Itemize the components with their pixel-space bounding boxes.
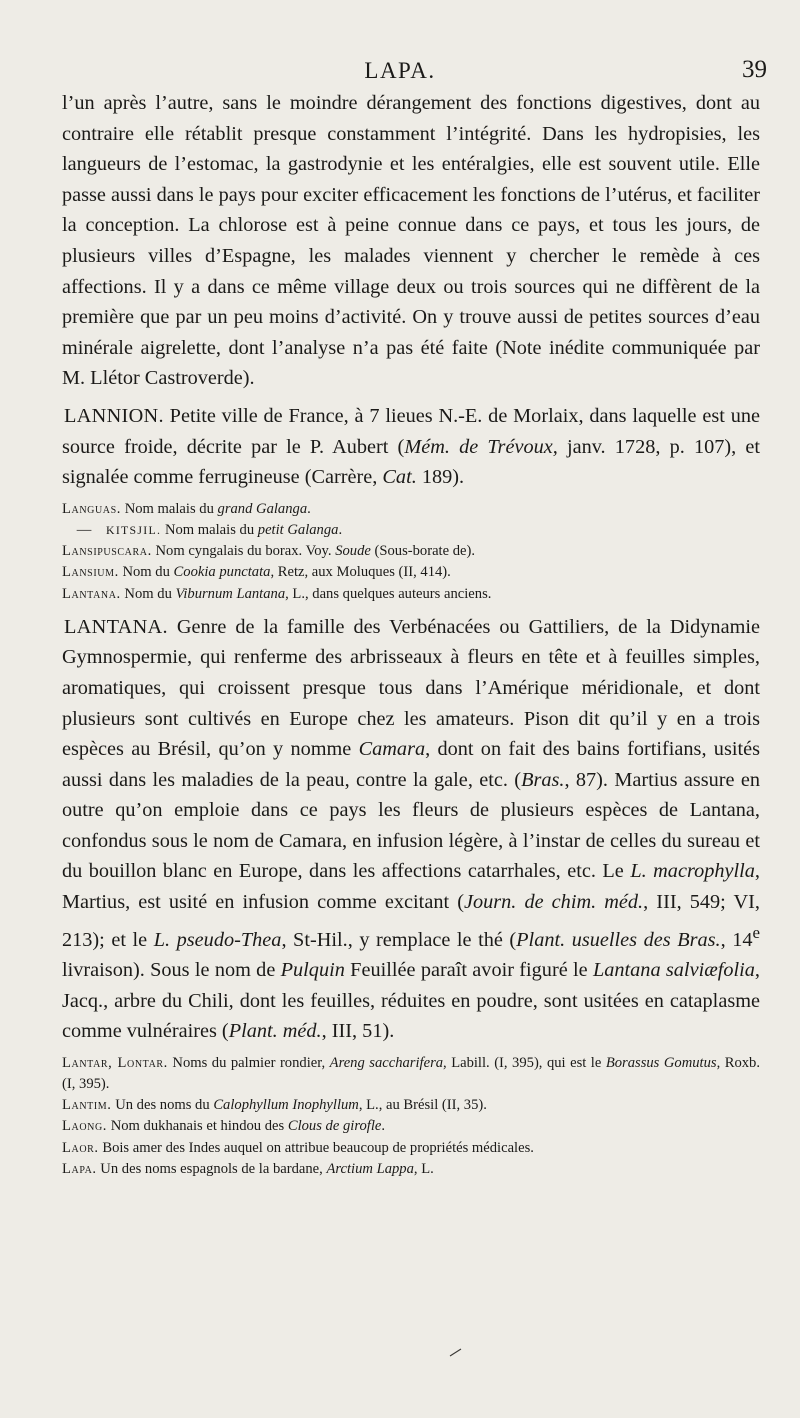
headword-laong: Laong. (62, 1118, 108, 1135)
languas-italic: grand Galanga (217, 500, 308, 517)
kitsjil-italic: petit Galanga (257, 521, 339, 538)
languas-end: . (307, 500, 311, 517)
headword-lansipuscara: Lansipuscara. (62, 543, 152, 560)
lantana-italic-3: L. macrophylla (630, 860, 755, 883)
entry-kitsjil (62, 520, 760, 541)
paragraph-continuation: l’un après l’autre, sans le moindre dérangement des fonctions digestives, dont au contraire elle rétablit presque constamment l’intégrité. Dans les hydropisies, les langueurs de l’estomac, la gastrodynie et les entéralgies, elle est souvent utile. Elle passe aussi dans le pays pour exciter efficacement les fonctions de l’utérus, et faciliter la conception. La chlorose est à peine connue dans ce pays, et tous les jours, de plusieurs villes d’Espagne, les malades viennent y chercher le remède à ces affections. Il y a dans ce même village deux ou trois sources qui ne diffèrent de la première que par un peu moins d’activité. On y trouve aussi de petites sources d’eau minérale aigrelette, dont l’analyse n’a pas été faite (Note inédite communiquée par M. Llétor Castroverde). (62, 92, 760, 390)
lantana-italic-2: Bras. (521, 768, 565, 791)
lantana-italic-8: Lantana salviæfolia (592, 959, 755, 982)
lantana-small-end: , L., dans quelques auteurs anciens. (285, 585, 492, 602)
lannion-text-2: janv. 1728, p. 107), et signalée comme ferrugineuse (Carrère, (62, 435, 760, 489)
lantana-italic-5: L. pseudo-Thea (153, 928, 282, 951)
lannion-text-1: Petite ville de France, à 7 lieues N.-E. de Morlaix, dans laquelle est une source froide, décrite par le P. Aubert ( (62, 404, 760, 458)
lapa-text: Un des noms espagnols de la bardane, (96, 1160, 327, 1177)
ink-mark-decoration (449, 1347, 463, 1357)
headword-languas: Languas. (62, 500, 122, 517)
lantana-text-5: , III, 549; VI, 213); et le (62, 891, 761, 951)
lantana-text-11: , III, 51). (321, 1020, 395, 1043)
lansium-text: Nom du (118, 564, 174, 581)
lantar-end: , Roxb. (I, 395). (62, 1054, 760, 1093)
lantana-superscript: e (752, 922, 761, 942)
lantana-text-7: , 14 (720, 928, 753, 951)
lantana-italic-6: Plant. usuelles des Bras. (516, 928, 721, 951)
lantim-text: Un des noms du (111, 1097, 214, 1114)
headword-lantim: Lantim. (62, 1097, 112, 1114)
laong-italic: Clous de girofle (287, 1118, 382, 1135)
entry-lantana-small (62, 584, 760, 605)
laor-text: Bois amer des Indes auquel on attribue beaucoup de propriétés médicales. (98, 1139, 534, 1156)
lannion-text-3: 189). (416, 466, 465, 489)
lansipuscara-italic: Soude (335, 543, 371, 560)
entry-lapa (62, 1159, 760, 1180)
lannion-ref-2: Cat. (382, 466, 417, 489)
entry-lantar (62, 1053, 760, 1095)
kitsjil-text: Nom malais du (161, 521, 258, 538)
lantana-italic-4: Journ. de chim. méd. (463, 891, 644, 914)
lantana-text-8: livraison). Sous le nom de (62, 959, 281, 982)
kitsjil-end: . (338, 521, 343, 538)
lantana-text-9: Feuillée paraît avoir figuré le (344, 959, 593, 982)
languas-text: Nom malais du (121, 500, 218, 517)
entry-lansium (62, 562, 760, 583)
running-header (0, 58, 800, 88)
lantim-italic: Calophyllum Inophyllum (213, 1097, 359, 1114)
page-number: 39 (742, 56, 767, 83)
entry-lansipuscara (62, 541, 760, 562)
lantana-italic-9: Plant. méd. (228, 1020, 322, 1043)
lapa-end: , L. (413, 1160, 434, 1177)
headword-lannion: LANNION. (64, 404, 164, 427)
headword-laor: Laor. (62, 1139, 99, 1156)
entry-lantana (62, 612, 760, 1047)
lantim-end: , L., au Brésil (II, 35). (358, 1097, 487, 1114)
running-title: LAPA. (364, 58, 436, 83)
lantana-text-2: , dont on fait des bains fortifians, usités aussi dans les maladies de la peau, contre la gale, etc. ( (62, 738, 760, 791)
headword-lantana-small: Lantana. (62, 585, 121, 602)
lantana-italic-7: Pulquin (280, 959, 345, 982)
headword-lapa: Lapa. (62, 1160, 97, 1177)
lantana-italic-1: Camara (358, 738, 426, 761)
entry-languas (62, 499, 760, 520)
entry-lannion (62, 401, 760, 493)
lantar-text: Noms du palmier rondier, (167, 1054, 330, 1071)
laong-end: . (381, 1118, 386, 1135)
lansium-italic: Cookia punctata (173, 564, 271, 581)
entry-laong (62, 1116, 760, 1137)
headword-lantar: Lantar, Lontar. (62, 1054, 168, 1071)
lapa-italic: Arctium Lappa (326, 1160, 414, 1177)
lantana-text-6: , St-Hil., y remplace le thé ( (281, 928, 517, 951)
lantana-small-text: Nom du (120, 585, 176, 602)
lansipuscara-end: (Sous-borate de). (370, 543, 476, 560)
lansium-end: , Retz, aux Moluques (II, 414). (270, 564, 451, 581)
headword-kitsjil: KITSJIL. (106, 522, 162, 537)
lantar-italic: Areng saccharifera (329, 1054, 444, 1071)
lantana-small-italic: Viburnum Lantana (175, 585, 286, 602)
lantana-text-3: , 87). Martius assure en outre qu’on emploie dans ce pays les fleurs de plusieurs espèces de Lantana, confondus sous le nom de Camara, en infusion légère, à l’instar de celles du sureau et du bouillon blanc en Europe, dans les affections catarrhales, etc. Le (62, 768, 761, 883)
entry-laor (62, 1138, 760, 1159)
laong-text: Nom dukhanais et hindou des (107, 1118, 288, 1135)
lantar-italic-2: Borassus Gomutus (605, 1054, 717, 1071)
lantana-text-10: , Jacq., arbre du Chili, dont les feuilles, réduites en poudre, sont usitées en cataplasme comme vulnéraires ( (62, 959, 760, 1043)
headword-lantana: LANTANA. (64, 615, 168, 638)
entry-lantim (62, 1095, 760, 1116)
headword-lansium: Lansium. (62, 564, 119, 581)
lannion-ref-1: Mém. de Trévoux, (404, 435, 558, 458)
lantana-text-1: Genre de la famille des Verbénacées ou Gattiliers, de la Didynamie Gymnospermie, qui renferme des arbrisseaux à fleurs en tête et à feuilles simples, aromatiques, qui croissent presque tous dans l’Amérique méridionale, et dont plusieurs sont cultivés en Europe chez les amateurs. Pison dit qu’il y en a trois espèces au Brésil, qu’on y nomme (62, 615, 760, 761)
body-text (62, 88, 760, 1184)
em-dash: — (76, 521, 92, 538)
lansipuscara-text: Nom cyngalais du borax. Voy. (151, 543, 336, 560)
lantar-mid: , Labill. (I, 395), qui est le (443, 1054, 606, 1071)
lantana-text-4: , Martius, est usité en infusion comme excitant ( (62, 860, 760, 914)
